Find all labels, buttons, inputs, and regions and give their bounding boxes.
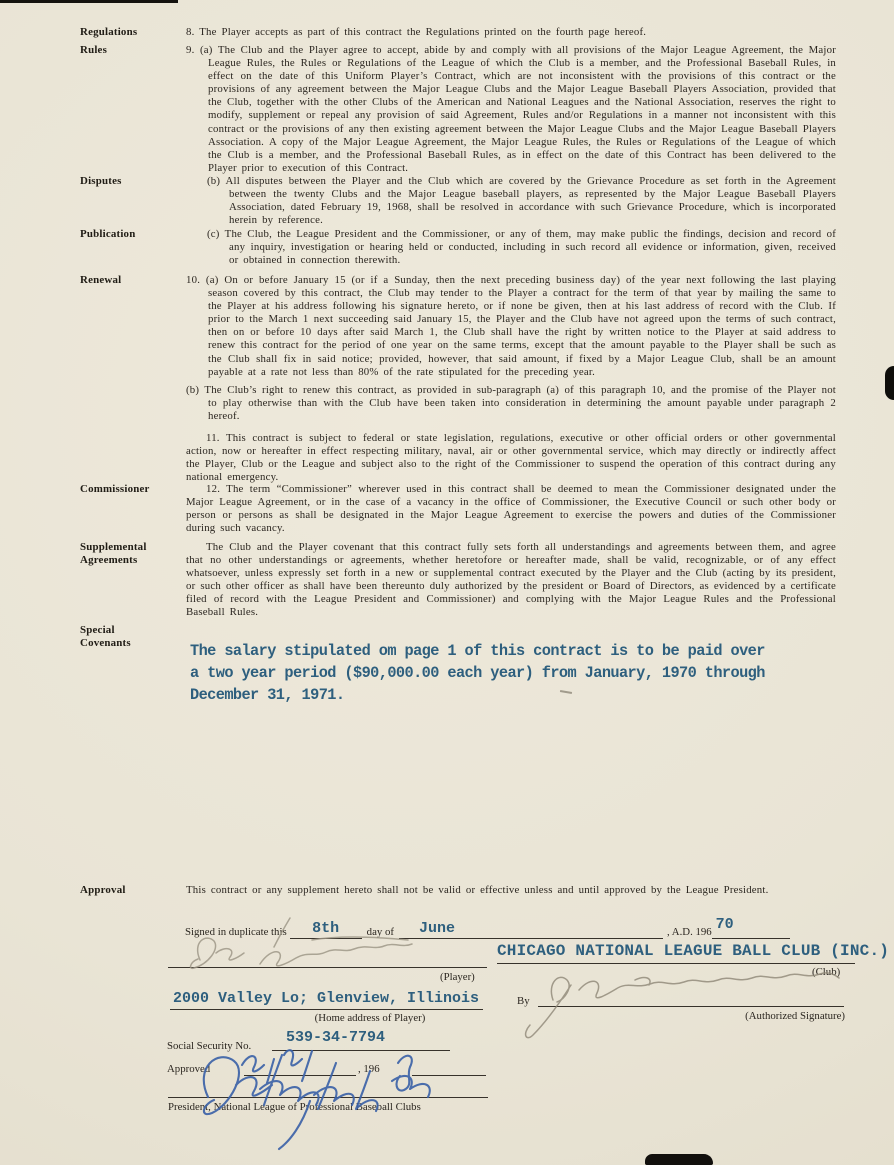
margin-label-disputes: Disputes: [80, 175, 122, 187]
clause-rules: [80, 44, 836, 175]
president-signature-line: [168, 1079, 488, 1098]
home-address-caption: (Home address of Player): [314, 1012, 426, 1024]
paragraph-approval: This contract or any supplement hereto shall not be valid or effective unless and until approved by the League President.: [186, 884, 769, 896]
signed-date-row: [185, 916, 790, 939]
margin-label-special-covenants: Special Covenants: [80, 624, 131, 650]
margin-label-publication: Publication: [80, 228, 136, 240]
paragraph-10b: (b) The Club’s right to renew this contract, as provided in sub-paragraph (a) of this paragraph 10, and the promise of the Player not to play otherwise than with the Club have been taken into consideration in determining the amount payable under paragraph 2 hereof.: [186, 383, 836, 422]
signed-prefix-label: Signed in duplicate this: [185, 926, 287, 938]
by-label: By: [517, 995, 530, 1007]
club-name: CHICAGO NATIONAL LEAGUE BALL CLUB (INC.): [497, 942, 855, 964]
day-of-label: day of: [366, 926, 394, 938]
clause-regulations: [80, 26, 836, 39]
club-caption: (Club): [812, 966, 841, 978]
approved-date-line: [244, 1058, 356, 1076]
paragraph-11: 11. This contract is subject to federal or state legislation, regulations, executive or other official orders or other governmental action, now or hereafter in effect respecting military, naval, air or other governmental service, which may directly or indirectly affect the Player, Club or the League and subject also to the right of the Commissioner to suspend the operation of this contract during any national emergency.: [186, 432, 836, 484]
paragraph-8: 8. The Player accepts as part of this contract the Regulations printed on the fourth page hereof.: [186, 26, 647, 38]
signed-day-field: [290, 920, 362, 939]
margin-label-regulations: Regulations: [80, 26, 138, 38]
paragraph-12: 12. The term “Commissioner” wherever used in this contract shall be deemed to mean the Commissioner designated under the Major League Agreement, or in the case of a vacancy in the office of Commissioner, the Executive Council or such other body or person or persons as shall be designated in the Major League Agreement to exercise the powers and duties of the Commissioner during such vacancy.: [186, 483, 836, 535]
signed-month-value: June: [418, 920, 455, 937]
scan-blob-artifact-bottom: [645, 1154, 713, 1165]
ad-label: , A.D. 196: [666, 926, 712, 938]
player-signature-line: [168, 947, 487, 968]
clause-11: [186, 432, 836, 484]
signed-day-value: 8th: [312, 920, 340, 937]
authorized-caption: (Authorized Signature): [745, 1010, 845, 1022]
clause-commissioner: [80, 483, 836, 535]
margin-label-commissioner: Commissioner: [80, 483, 150, 495]
clause-disputes: [80, 175, 836, 227]
authorized-signature-line: [538, 990, 844, 1007]
clause-special-covenants: [80, 624, 836, 706]
home-address-value: 2000 Valley Lo; Glenview, Illinois: [170, 990, 483, 1010]
ssn-value: 539-34-7794: [286, 1029, 386, 1046]
covenant-line-2: a two year period ($90,000.00 each year) from January, 1970 through: [190, 664, 765, 682]
approved-year-label: , 196: [358, 1063, 380, 1075]
scan-notch-artifact-right: [885, 366, 894, 400]
president-caption: President, National League of Professional Baseball Clubs: [168, 1101, 421, 1113]
paragraph-9b: (b) All disputes between the Player and the Club which are covered by the Grievance Procedure as set forth in the Agreement between the twenty Clubs and the Major League baseball players, as represented by the Major League Baseball Players Association, dated February 19, 1968, shall be resolved in accordance with such Grievance Procedure, which is incorporated herein by reference.: [207, 175, 836, 227]
ssn-line: [272, 1029, 450, 1051]
paragraph-9c: (c) The Club, the League President and the Commissioner, or any of them, may make public the findings, decision and record of any inquiry, investigation or hearing held or conducted, including in such record all evidence or information, given, received or obtained in connection therewith.: [207, 228, 836, 267]
clause-renewal: [80, 274, 836, 423]
approved-year-line: [412, 1058, 486, 1076]
signed-month-field: [399, 920, 663, 939]
covenant-line-3: December 31, 1971.: [190, 686, 345, 704]
clause-supplemental: [80, 541, 836, 620]
margin-label-renewal: Renewal: [80, 274, 122, 286]
covenant-line-1: The salary stipulated om page 1 of this contract is to be paid over: [190, 642, 765, 660]
paragraph-supplemental: The Club and the Player covenant that this contract fully sets forth all understandings and agreements between them, and agree that no other understandings or agreements, whether heretofore or hereafter made, shall be valid, recognizable, or of any effect whatsoever, unless expressly set forth in a new or supplemental contract executed by the Player and the Club (acting by its president, or such other officer as shall have been thereunto duly authorized by the president or Board of Directors, as evidenced by a certificate filed of record with the League President and Commissioner) and complying with the Major League Rules and the Professional Baseball Rules.: [186, 541, 836, 619]
margin-label-approval: Approval: [80, 884, 126, 896]
player-caption: (Player): [440, 971, 475, 983]
paragraph-10a: 10. (a) On or before January 15 (or if a Sunday, then the next preceding business day) of the year next following the last playing season covered by this contract, the Club may tender to the Player a contract for the term of that year by mailing the same to the Player at his address following his signature hereto, or if none be given, then at his last address of record with the Club. If prior to the March 1 next succeeding said January 15, the Player and the Club have not agreed upon the terms of such contract, then on or before 10 days after said March 1, the Club shall have the right by written notice to the Player at said address to renew this contract for the period of one year on the same terms, except that the amount payable to the Player shall be such as the Club shall fix in said notice; provided, however, that said amount, if fixed by a Major League Club, shall be an amount payable at a rate not less than 80% of the rate stipulated for the preceding year.: [186, 274, 836, 378]
margin-label-rules: Rules: [80, 44, 108, 56]
clause-approval: [80, 884, 836, 897]
clause-publication: [80, 228, 836, 267]
special-covenant-typed-text: [186, 624, 836, 706]
approved-label: Approved: [167, 1063, 211, 1075]
ssn-label: Social Security No.: [167, 1040, 252, 1052]
signed-year-field: [712, 916, 790, 939]
margin-label-supplemental: Supplemental Agreements: [80, 541, 147, 567]
paragraph-9a: 9. (a) The Club and the Player agree to accept, abide by and comply with all provisions of the Major League Agreement, the Major League Rules, the Rules or Regulations of the League of which the Club is a member, and the Professional Baseball Rules, in effect on the date of this Uniform Player’s Contract, which are not inconsistent with the provisions of this contract or the provisions of any agreement between the Major League Clubs and the Major League Baseball Players Association, provided that the Club, together with the other Clubs of the American and National Leagues and the National Association, reserves the right to modify, supplement or repeal any provision of said Agreement, Rules and/or Regulations in a manner not inconsistent with this contract or the provisions of any then existing agreement between the Major League Clubs and the Major League Baseball Players Association. A copy of the Major League Agreement, the Major League Rules, the Rules or Regulations of the League of which the Club is a member, and the Professional Baseball Rules, as in effect on the date of this Contract has been delivered to the Player prior to execution of this Contract.: [186, 44, 836, 174]
signed-year-value: 70: [715, 916, 734, 933]
scan-edge-artifact-top: [0, 0, 178, 3]
